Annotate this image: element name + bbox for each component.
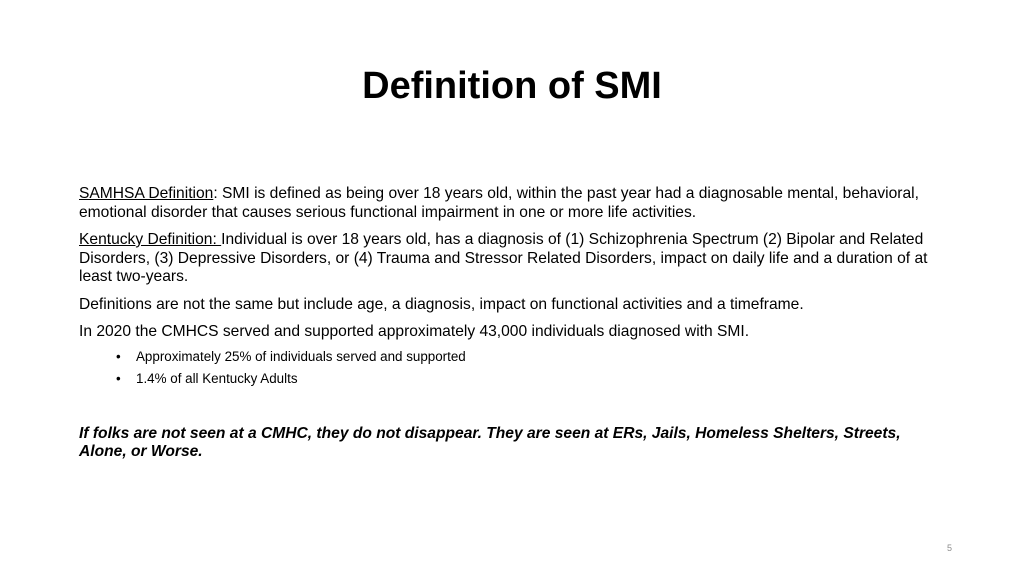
- cmhcs-statement: In 2020 the CMHCS served and supported approximately 43,000 individuals diagnosed with SMI.: [79, 323, 750, 340]
- slide-title: Definition of SMI: [362, 65, 662, 107]
- kentucky-definition: [79, 231, 949, 287]
- page-number: 5: [946, 543, 952, 553]
- bullet-item: [116, 368, 949, 390]
- samhsa-definition-text: : SMI is defined as being over 18 years old, within the past year had a diagnosable mental, behavioral, emotional disorder that causes serious functional impairment in one or more life activities.: [79, 185, 919, 221]
- definitions-note: Definitions are not the same but include age, a diagnosis, impact on functional activities and a timeframe.: [79, 295, 804, 313]
- bullet-icon: •: [116, 348, 121, 364]
- samhsa-definition: [79, 185, 949, 222]
- samhsa-definition-label: SAMHSA Definition: [79, 185, 214, 202]
- bullet-item: [116, 346, 949, 368]
- bullet-list: [79, 346, 949, 390]
- slide-body: [79, 185, 949, 471]
- kentucky-definition-label: Kentucky Definition:: [79, 231, 222, 248]
- bullet-text: 1.4% of all Kentucky Adults: [136, 370, 298, 386]
- closing-statement: If folks are not seen at a CMHC, they do not disappear. They are seen at ERs, Jails, Homeless Shelters, Streets, Alone, or Worse.: [79, 424, 901, 460]
- bullet-icon: •: [116, 370, 121, 386]
- bullet-text: Approximately 25% of individuals served and supported: [136, 348, 466, 364]
- kentucky-definition-text: Individual is over 18 years old, has a diagnosis of (1) Schizophrenia Spectrum (2) Bipolar and Related Disorders, (3) Depressive Disorders, or (4) Trauma and Stressor Related Disorders, impact on daily life and a duration of at least two-years.: [79, 231, 928, 285]
